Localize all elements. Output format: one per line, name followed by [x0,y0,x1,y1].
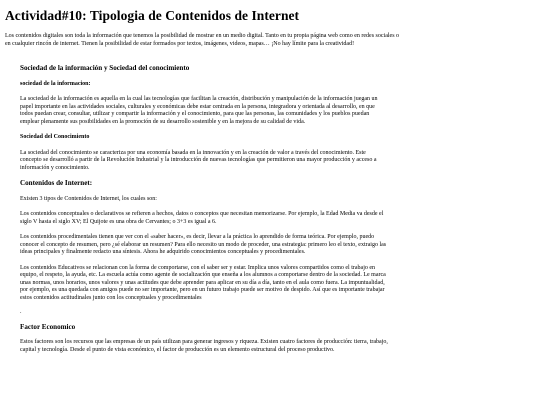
paragraph-sociedad-informacion: La sociedad de la información es aquella en la cual las tecnologías que facilitan la creación, distribución y manipulación de la información juegan un papel importante en las actividades sociales, culturales y económicas debe estar centrada en la persona, integradora y orientada al desarrollo, en que todos puedan crear, consultar, utilizar y compartir la información y el conocimiento, para que las personas, las comunidades y los pueblos puedan emplear plenamente sus posibilidades en la promoción de su desarrollo sostenible y en la mejora de su calidad de vida. [20,96,378,125]
paragraph-conceptuales: Los contenidos conceptuales o declarativos se refieren a hechos, datos o conceptos que necesitan memorizarse. Por ejemplo, la Edad Media va desde el siglo V hasta el siglo XV; El Quijote es una obra de Cervantes; o 3+3 es igual a 6. [20,211,384,225]
paragraph-tipos: Existen 3 tipos de Contenidos de Internet, los cuales son: [20,195,157,202]
intro-paragraph: Los contenidos digitales son toda la información que tenemos la posibilidad de mostrar en un medio digital. Tanto en tu propia página web como en redes sociales o en cualquier rincón de internet. Tienen la posibilidad de estar formados por textos, imágenes, videos, mapas… ¡No hay límite para la creatividad! [5,33,400,47]
paragraph-sociedad-conocimiento: La sociedad del conocimiento se caracteriza por una economía basada en la innovación y en la creación de valor a través del conocimiento. Este concepto se desarrolló a partir de la Revolución Industrial y la introducción de nuevas tecnologías que permitieron una mayor producción y acceso a información y conocimiento. [20,149,377,171]
heading-contenidos: Contenidos de Internet: [20,179,93,187]
document-body [20,65,388,354]
subheading-sociedad-conocimiento: Sociedad del Conocimiento [20,134,90,140]
heading-sociedad: Sociedad de la información y Sociedad del conocimiento [20,64,190,72]
subheading-sociedad-informacion: sociedad de la informacion: [20,80,91,87]
paragraph-factor-economico: Estos factores son los recursos que las empresas de un país utilizan para generar ingresos y riqueza. Existen cuatro factores de producción: tierra, trabajo, capital y tecnología. Desde el punto de vista económico, el factor de producción es un elemento estructural del proceso productivo. [20,339,388,353]
heading-factor-economico: Factor Economico [20,322,76,331]
stray-dot: . [20,309,22,315]
page-title: Actividad#10: Tipologia de Contenidos de Internet [5,8,300,23]
paragraph-procedimentales: Los contenidos procedimentales tienen que ver con el «saber hacer», es decir, llevar a la práctica lo aprendido de forma teórica. Por ejemplo, puedo conocer el concepto de resumen, pero ¿sé elaborar un resumen? Para ello necesito un modo de proceder, una estrategia: primero leo el texto, extraigo las ideas principales y finalmente redacto una síntesis. Ahora he adquirido conocimientos conceptuales y procedimentales. [20,234,387,255]
paragraph-educativos: Los contenidos Educativos se relacionan con la forma de comportarse, con el saber ser y estar. Implica unos valores compartidos como el trabajo en equipo, el respeto, la ayuda, etc. La escuela actúa como agente de socialización que enseña a los alumnos a comportarse dentro de la sociedad. Le marca unas normas, unos horarios, unos valores y unas actitudes que debe aprender para aplicar en su día a día, tanto en el aula como fuera. La impuntualidad, por ejemplo, es una quedada con amigos puede no ser importante, pero en un futuro trabajo puede ser motivo de despido. Así que es importante trabajar estos contenidos actitudinales junto con los conceptuales y procedimentales [20,264,386,301]
